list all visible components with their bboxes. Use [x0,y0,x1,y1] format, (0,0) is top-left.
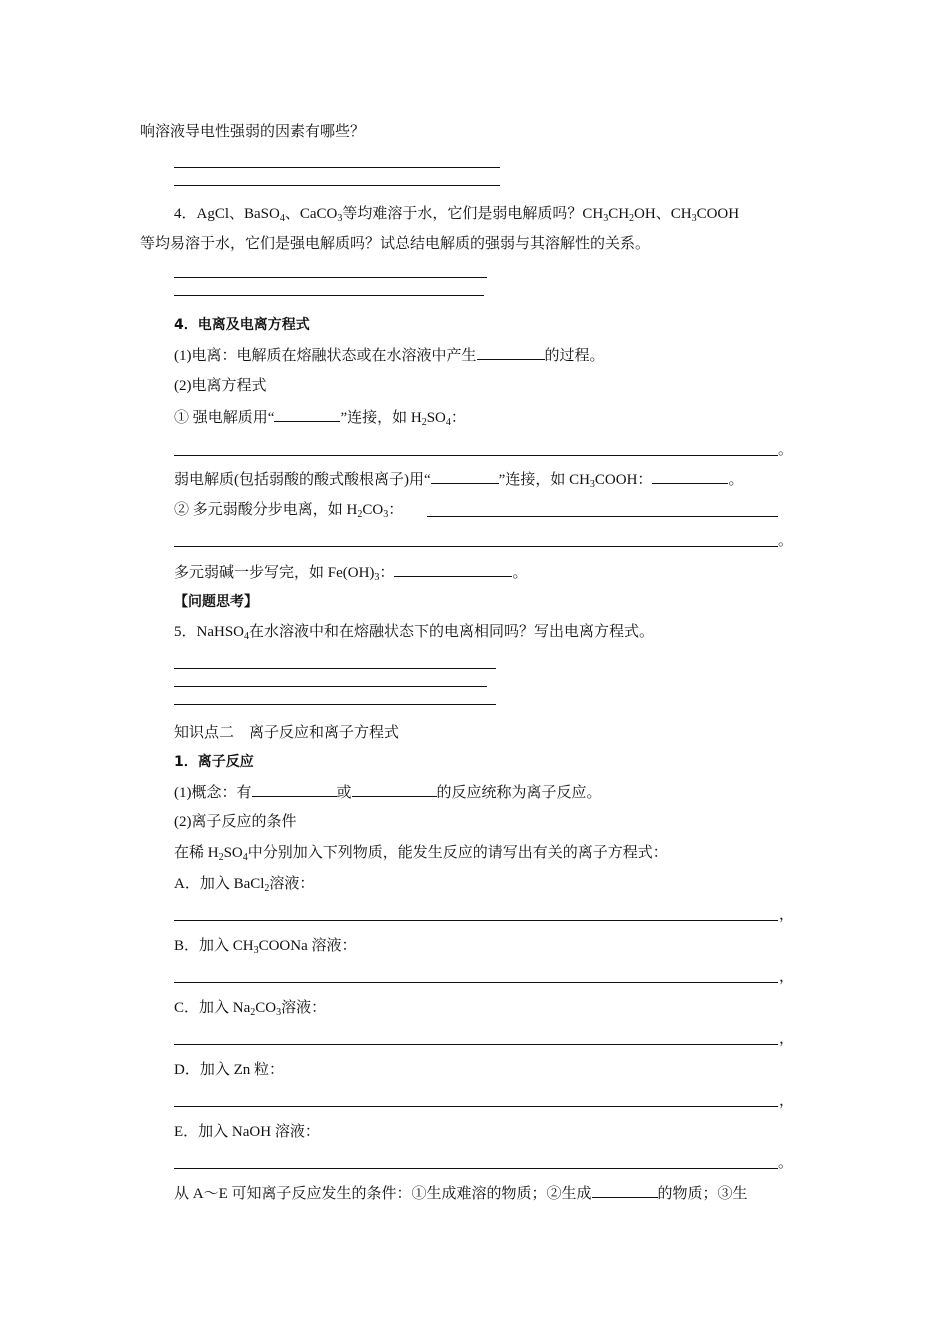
option-a: A．加入 BaCl$_2$溶液： [174,876,315,894]
answer-line [174,295,484,296]
answer-line [174,1044,778,1045]
conditions-subtitle: (2)离子反应的条件 [174,814,297,830]
answer-line [174,185,500,186]
option-d: D．加入 Zn 粒： [174,1062,284,1078]
q4-line2: 等均易溶于水，它们是强电解质吗？试总结电解质的强弱与其溶解性的关系。 [140,236,651,252]
answer-line [174,704,496,705]
q5-text: 5．NaHSO$_4$在水溶液中和在熔融状态下的电离相同吗？写出电离方程式。 [174,624,655,642]
answer-line [174,277,487,278]
answer-line [427,516,778,517]
polyprotic-acid-line: ② 多元弱酸分步电离，如 $H_2CO_3$： [174,502,404,520]
answer-line [174,982,778,983]
option-e: E．加入 NaOH 溶液： [174,1124,320,1140]
answer-line [174,668,496,669]
knowledge-point-title: 知识点二 离子反应和离子方程式 [174,725,400,741]
answer-line [174,686,487,687]
section-title: 4．电离及电离方程式 [174,317,310,333]
comma: ， [779,969,795,985]
period: 。 [778,1155,794,1171]
think-title: 【问题思考】 [174,594,258,610]
comma: ， [779,907,795,923]
answer-line [174,1168,778,1169]
option-c: C．加入 $Na_2CO_3$溶液： [174,1000,327,1018]
answer-line [174,1106,778,1107]
ion-reaction-title: 1．离子反应 [174,754,254,770]
answer-line [174,920,778,921]
q4-line1: 4．AgCl、BaSO$_4$、CaCO$_3$等均难溶于水，它们是弱电解质吗？$CH_3CH_2OH$、$CH_3COOH$ [174,206,740,224]
conclusion-line: 从 A～E 可知离子反应发生的条件：①生成难溶的物质；②生成 的物质；③生 [174,1183,748,1204]
weak-base-line: 多元弱碱一步写完，如 $Fe(OH)_3$： 。 [174,562,527,583]
weak-electrolyte-line: 弱电解质(包括弱酸的酸式酸根离子)用“ ”连接，如 $CH_3COOH$： 。 [174,469,743,490]
option-b: B．加入 $CH_3COONa$ 溶液： [174,938,357,956]
ionization-definition: (1)电离：电解质在熔融状态或在水溶液中产生 的过程。 [174,345,605,366]
comma: ， [779,1031,795,1047]
top-question-text: 响溶液导电性强弱的因素有哪些？ [140,124,366,140]
dilute-acid-line: 在稀 $H_2SO_4$中分别加入下列物质，能发生反应的请写出有关的离子方程式： [174,845,668,863]
answer-line [174,455,778,456]
concept-line: (1)概念：有 或 的反应统称为离子反应。 [174,782,602,803]
period: 。 [778,533,794,549]
comma: ， [779,1093,795,1109]
answer-line [174,167,500,168]
equation-subtitle: (2)电离方程式 [174,378,267,394]
period: 。 [778,442,794,458]
answer-line [174,546,778,547]
strong-electrolyte-line: ① 强电解质用“ ”连接，如 $H_2SO_4$： [174,407,466,428]
